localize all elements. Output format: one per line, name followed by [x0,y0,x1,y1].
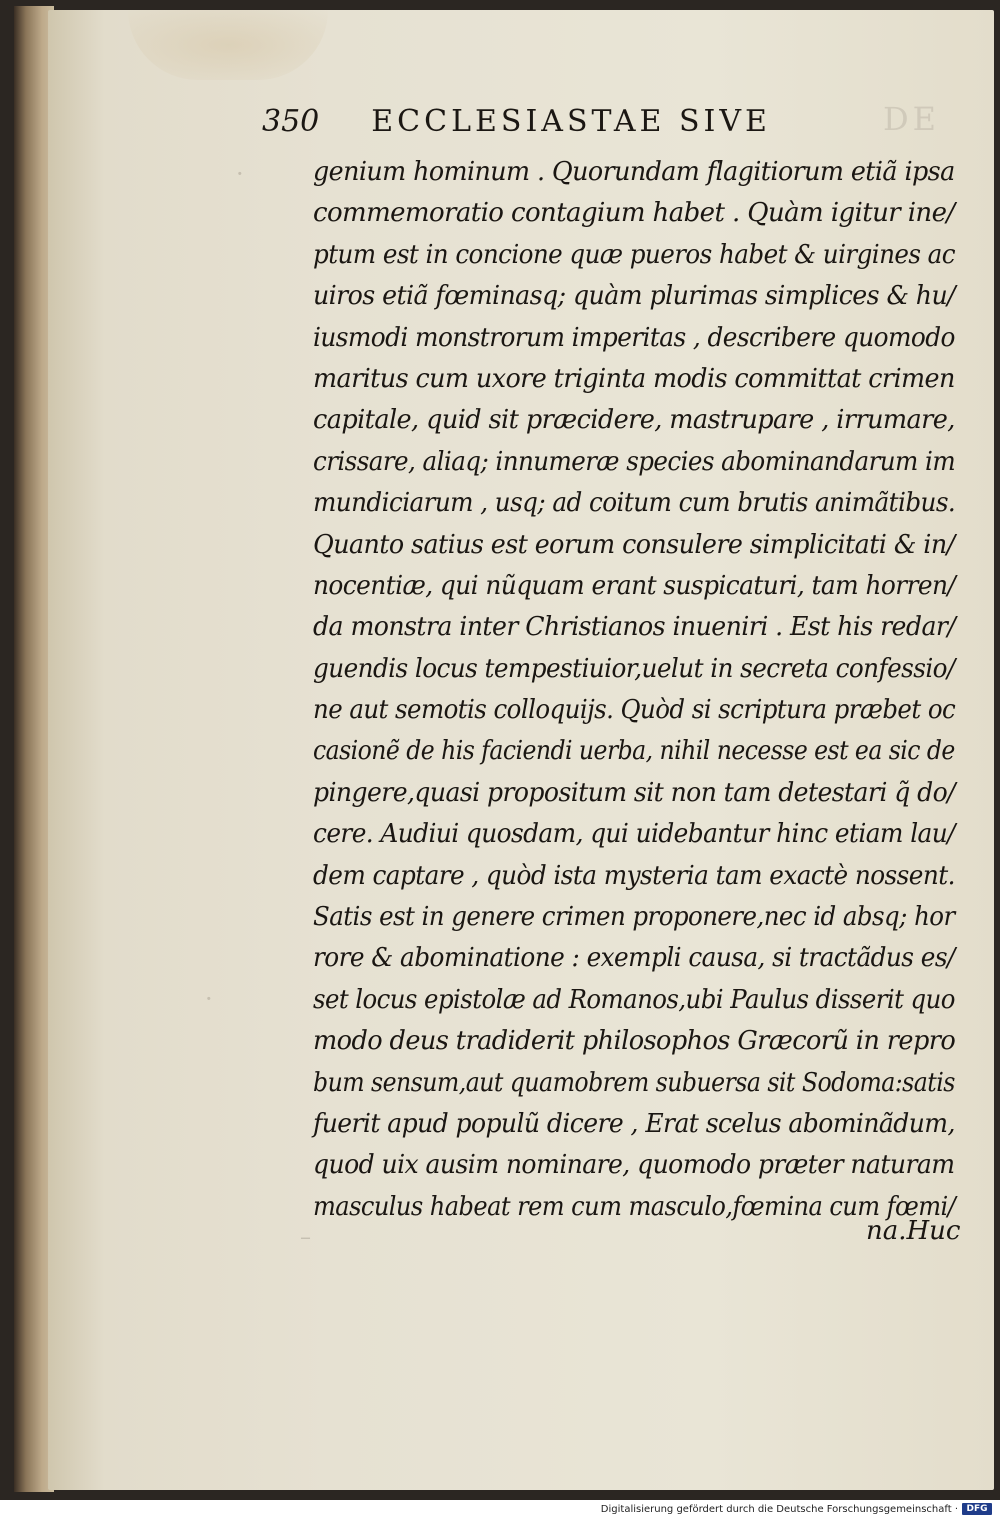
text-line: ne aut semotis colloquijs. Quòd si scriptura præbet oc [313,695,956,726]
text-line: quod uix ausim nominare, quomodo præter naturam [313,1150,955,1181]
show-through-mark: · [236,160,244,188]
text-line: modo deus tradiderit philosophos Græcorũ in repro [313,1026,956,1057]
page-number: 350 [262,104,320,139]
running-title: ECCLESIASTAE SIVE [371,104,771,139]
text-line: rore & abominatione : exempli causa, si tractãdus es/ [313,943,955,974]
text-line: bum sensum,aut quamobrem subuersa sit Sodoma:satis [313,1067,955,1098]
text-line: guendis locus tempestiuior,uelut in secreta confessio/ [313,653,955,684]
show-through-mark: · [205,985,213,1013]
funding-credit: Digitalisierung gefördert durch die Deutsche Forschungsgemeinschaft · [600,1504,958,1515]
text-line: nocentiæ, qui nũquam erant suspicaturi, tam horren/ [313,570,956,601]
show-through-mark: – [300,1225,311,1250]
text-line: capitale, quid sit præcidere, mastrupare , irrumare, [313,405,955,436]
text-line: dem captare , quòd ista mysteria tam exactè nossent. [313,860,955,891]
text-line: genium hominum . Quorundam flagitiorum etiã ipsa [313,157,955,187]
text-line: da monstra inter Christianos inueniri . Est his redar/ [313,612,956,643]
text-line: mundiciarum , usq; ad coitum cum brutis animãtibus. [313,488,956,519]
text-line: maritus cum uxore triginta modis committat crimen [313,363,955,394]
text-line: Quanto satius est eorum consulere simplicitati & in/ [313,529,955,560]
text-line: set locus epistolæ ad Romanos,ubi Paulus disserit quo [313,984,955,1015]
text-line: Satis est in genere crimen proponere,nec id absq; hor [313,902,955,933]
show-through-text: DE [883,100,941,138]
paper-stain [128,10,328,80]
text-line: crissare, aliaq; innumeræ species abominandarum im [313,446,956,477]
text-line: pingere,quasi propositum sit non tam detestari q̃ do/ [313,777,955,808]
catchword: na.Huc [866,1216,961,1246]
text-line: masculus habeat rem cum masculo,fœmina cum fœmi/ [313,1191,956,1222]
text-line: commemoratio contagium habet . Quàm igitur ine/ [313,198,955,229]
text-line: casionẽ de his faciendi uerba, nihil necesse est ea sic de [313,736,955,767]
body-text [313,152,955,1228]
text-line: fuerit apud populũ dicere , Erat scelus abominãdum, [313,1108,955,1139]
text-line: iusmodi monstrorum imperitas , describere quomodo [313,322,955,353]
text-line: uiros etiã fœminasq; quàm plurimas simplices & hu/ [313,281,956,312]
page-header [262,104,771,154]
dfg-logo: DFG [962,1503,992,1515]
text-line: cere. Audiui quosdam, qui uidebantur hinc etiam lau/ [313,819,955,850]
text-line: ptum est in concione quæ pueros habet & uirgines ac [313,239,956,270]
